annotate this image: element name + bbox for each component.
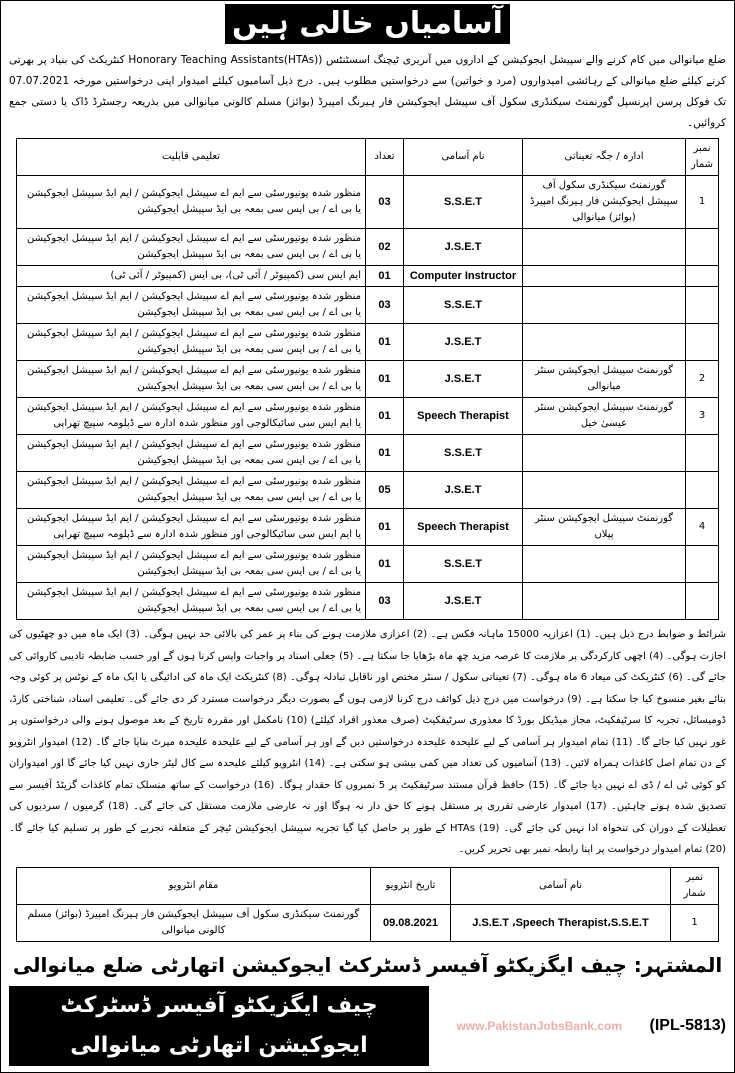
serial-cell: 1	[686, 176, 719, 229]
advertiser-line: المشتہر: چیف ایگزیکٹو آفیسر ڈسٹرکٹ ایجوکیشن اتھارٹی ضلع میانوالی	[12, 952, 723, 977]
qualification-cell: ایم ایس سی (کمپیوٹر / آئی ٹی)، بی ایس (کمپیوٹر / آئی ٹی)	[17, 266, 366, 287]
table-row	[17, 287, 719, 324]
table-header-row	[17, 139, 719, 176]
serial-cell	[686, 229, 719, 266]
vacancies-table	[16, 138, 719, 620]
qualification-cell: منظور شدہ یونیورسٹی سے ایم اے سپیشل ایجوکیشن / ایم ایڈ سپیشل ایجوکیشن یا ایم ایس سی سائیکالوجی اور منظور شدہ ادارہ سے ڈپلومہ سپیچ تھراپی	[17, 398, 366, 435]
post-cell: J.S.E.T ،Speech Therapist،S.S.E.T	[451, 904, 671, 941]
institution-cell	[523, 229, 686, 266]
post-cell: S.S.E.T	[404, 435, 523, 472]
institution-cell	[523, 472, 686, 509]
table-row	[17, 176, 719, 229]
table-header: تعلیمی قابلیت	[17, 139, 366, 176]
ad-title: آسامیاں خالی ہیں	[225, 4, 510, 44]
interview-header: تاریخ انٹرویو	[371, 867, 451, 904]
count-cell: 01	[366, 546, 404, 583]
post-cell: J.S.E.T	[404, 472, 523, 509]
institution-cell: گورنمنٹ سیکنڈری سکول آف سپیشل ایجوکیشن فار ہیرنگ امپیرڈ (بوائز) میانوالی	[523, 176, 686, 229]
qualification-cell: منظور شدہ یونیورسٹی سے ایم اے سپیشل ایجوکیشن / ایم ایڈ سپیشل ایجوکیشن یا بی اے / بی ایس سی بمعہ بی ایڈ سپیشل ایجوکیشن	[17, 361, 366, 398]
qualification-cell: منظور شدہ یونیورسٹی سے ایم اے سپیشل ایجوکیشن / ایم ایڈ سپیشل ایجوکیشن یا بی اے / بی ایس سی بمعہ بی ایڈ سپیشل ایجوکیشن	[17, 472, 366, 509]
post-cell: J.S.E.T	[404, 583, 523, 620]
interview-header: مقام انٹرویو	[17, 867, 371, 904]
post-cell: S.S.E.T	[404, 176, 523, 229]
post-cell: Speech Therapist	[404, 509, 523, 546]
institution-cell: گورنمنٹ سپیشل ایجوکیشن سنٹر میانوالی	[523, 361, 686, 398]
serial-cell	[686, 583, 719, 620]
serial-cell	[686, 472, 719, 509]
serial-cell: 2	[686, 361, 719, 398]
serial-cell: 4	[686, 509, 719, 546]
qualification-cell: منظور شدہ یونیورسٹی سے ایم اے سپیشل ایجوکیشن / ایم ایڈ سپیشل ایجوکیشن یا بی اے / بی ایس سی بمعہ بی ایڈ سپیشل ایجوکیشن	[17, 435, 366, 472]
count-cell: 01	[366, 435, 404, 472]
table-row	[17, 435, 719, 472]
table-row	[17, 229, 719, 266]
table-row	[17, 324, 719, 361]
post-cell: S.S.E.T	[404, 546, 523, 583]
qualification-cell: منظور شدہ یونیورسٹی سے ایم اے سپیشل ایجوکیشن / ایم ایڈ سپیشل ایجوکیشن یا بی اے / بی ایس سی بمعہ بی ایڈ سپیشل ایجوکیشن	[17, 583, 366, 620]
serial-cell	[686, 435, 719, 472]
watermark: www.PakistanJobsBank.com	[456, 1018, 623, 1033]
qualification-cell: منظور شدہ یونیورسٹی سے ایم اے سپیشل ایجوکیشن / ایم ایڈ سپیشل ایجوکیشن یا بی اے / بی ایس سی بمعہ بی ایڈ سپیشل ایجوکیشن	[17, 229, 366, 266]
terms-and-conditions: شرائط و ضوابط درج ذیل ہیں۔ (1) اعزازیہ 15000 ماہانہ فکس ہے۔ (2) اعزازی ملازمت ہونے کی بناء پر عمر کی بالائی حد نہیں ہوگی۔ (3) ایک ماہ میں دو چھٹیوں کی اجازت ہوگی۔ (4) اچھی کارکردگی پر ملازمت کا عرصہ مزید چھ ماہ بڑھایا جا سکتا ہے۔ (5) جعلی اسناد پر واجبات واپس کرنا ہوں گے اور حسب ضابطہ تادیبی کاروائی کی جائے گی۔ (6) کنٹریکٹ کی میعاد 6 ماہ ہوگی۔ (7) تعیناتی سکول / سنٹر مختص اور ناقابل تبادلہ ہوگی۔ (8) کنٹریکٹ ایک ماہ کی ادائیگی یا ایک ماہ کے نوٹس پر کوئی وجہ بتائے بغیر منسوخ کیا جا سکتا ہے۔ (9) درخواست میں درج ذیل کوائف درج کرنا لازمی ہوں گے بصورت دیگر درخواست مسترد کر دی جائے گی۔ تعلیمی اسناد، شناختی کارڈ، ڈومیسائل، تجربہ کا سرٹیفکیٹ، مجاز میڈیکل بورڈ کا معذوری سرٹیفکیٹ (صرف معذور افراد کیلئے) (10) نامکمل اور مقررہ تاریخ کے بعد موصول ہونے والی درخواستوں پر غور نہیں کیا جائے گا۔ (11) تمام امیدوار ہر آسامی کے لیے علیحدہ علیحدہ درخواستیں دیں گے اور ہر آسامی کے لیے علیحدہ علیحدہ میرٹ بنایا جائے گا۔ (12) امیدوار انٹرویو کے دن تمام اصل کاغذات ہمراہ لائیں۔ (13) آسامیوں کی تعداد میں کمی بیشی ہو سکتی ہے۔ (14) انٹرویو کیلئے علیحدہ سے کال لیٹر جاری نہیں کیا جائے گا اور امیدواران کو کوئی ٹی اے / ڈی اے نہیں دیا جائے گا۔ (15) حافظ قرآن مستند سرٹیفکیٹ پر 5 نمبروں کا حقدار ہوگا۔ (16) درخواست کے ساتھ منسلک تمام کاغذات گزیٹڈ آفیسر سے تصدیق شدہ ہونے چاہئیں۔ (17) امیدوار عارضی تقرری پر مستقل ہونے کا حق دار نہ ہوگا اور نہ عارضی ملازمت مستقل کی جائے گی۔ (18) گرمیوں / سردیوں کی تعطیلات کے دوران کی تنخواہ ادا نہیں کی جائے گی۔ (19) HTAs کے طور پر حاصل کیا گیا تجربہ سپیشل ایجوکیشن ٹیچر کے متعلقہ تجربے کے طور پر تسلیم کیا جائے گا۔ (20) تمام امیدوار درخواست پر اپنا رابطہ نمبر بھی تحریر کریں۔	[9, 629, 727, 855]
interview-header: نمبر شمار	[671, 867, 719, 904]
institution-cell	[523, 287, 686, 324]
institution-cell	[523, 435, 686, 472]
interview-header: نام آسامی	[451, 867, 671, 904]
serial-cell	[686, 546, 719, 583]
post-cell: J.S.E.T	[404, 361, 523, 398]
serial-cell	[686, 287, 719, 324]
institution-cell: گورنمنٹ سپیشل ایجوکیشن سنٹر پپلاں	[523, 509, 686, 546]
table-row	[17, 546, 719, 583]
place-cell: گورنمنٹ سیکنڈری سکول آف سپیشل ایجوکیشن فار ہیرنگ امپیرڈ (بوائز) مسلم کالونی میانوالی	[17, 904, 371, 941]
bottom-row	[9, 986, 726, 1066]
table-row	[17, 361, 719, 398]
intro-paragraph: ضلع میانوالی میں کام کرنے والے سپیشل ایجوکیشن کے اداروں میں آنریری ٹیچنگ اسسٹنٹس (Honorary Teaching Assistants(HTAs) کنٹریکٹ کی بنیاد پر بھرتی کرنے کیلئے ضلع میانوالی کے رہائشی امیدواروں (مرد و خواتین) سے درخواستیں مطلوب ہیں۔ درج ذیل آسامیوں کیلئے امیدوار اپنی درخواستیں مورخہ 07.07.2021 تک فوکل پرسن اپرنسپل گورنمنٹ سیکنڈری سکول آف سپیشل ایجوکیشن فار ہیرنگ امپیرڈ (بوائز) مسلم کالونی میانوالی میں بذریعہ رجسٹرڈ ڈاک یا دستی جمع کروائیں۔	[9, 54, 726, 129]
interview-table	[16, 867, 719, 942]
institution-cell	[523, 546, 686, 583]
count-cell: 01	[366, 361, 404, 398]
post-cell: Computer Instructor	[404, 266, 523, 287]
post-cell: S.S.E.T	[404, 287, 523, 324]
qualification-cell: منظور شدہ یونیورسٹی سے ایم اے سپیشل ایجوکیشن / ایم ایڈ سپیشل ایجوکیشن یا بی اے / بی ایس سی بمعہ بی ایڈ سپیشل ایجوکیشن	[17, 176, 366, 229]
count-cell: 01	[366, 266, 404, 287]
authority-banner: چیف ایگزیکٹو آفیسر ڈسٹرکٹ ایجوکیشن اتھارٹی میانوالی	[9, 986, 429, 1066]
institution-cell	[523, 266, 686, 287]
count-cell: 01	[366, 324, 404, 361]
table-header: ادارہ / جگہ تعیناتی	[523, 139, 686, 176]
post-cell: J.S.E.T	[404, 229, 523, 266]
table-row	[17, 509, 719, 546]
institution-cell	[523, 324, 686, 361]
table-header: نام آسامی	[404, 139, 523, 176]
qualification-cell: منظور شدہ یونیورسٹی سے ایم اے سپیشل ایجوکیشن / ایم ایڈ سپیشل ایجوکیشن یا ایم ایس سی سائیکالوجی اور منظور شدہ ادارہ سے ڈپلومہ سپیچ تھراپی	[17, 509, 366, 546]
serial-cell	[686, 324, 719, 361]
interview-row	[17, 904, 719, 941]
interview-header-row	[17, 867, 719, 904]
table-row	[17, 266, 719, 287]
post-cell: J.S.E.T	[404, 324, 523, 361]
qualification-cell: منظور شدہ یونیورسٹی سے ایم اے سپیشل ایجوکیشن / ایم ایڈ سپیشل ایجوکیشن یا بی اے / بی ایس سی بمعہ بی ایڈ سپیشل ایجوکیشن	[17, 546, 366, 583]
table-header: نمبر شمار	[686, 139, 719, 176]
serial-cell: 3	[686, 398, 719, 435]
qualification-cell: منظور شدہ یونیورسٹی سے ایم اے سپیشل ایجوکیشن / ایم ایڈ سپیشل ایجوکیشن یا بی اے / بی ایس سی بمعہ بی ایڈ سپیشل ایجوکیشن	[17, 324, 366, 361]
count-cell: 03	[366, 287, 404, 324]
count-cell: 01	[366, 398, 404, 435]
count-cell: 05	[366, 472, 404, 509]
count-cell: 02	[366, 229, 404, 266]
ipl-number: (IPL-5813)	[649, 1016, 726, 1034]
count-cell: 01	[366, 509, 404, 546]
qualification-cell: منظور شدہ یونیورسٹی سے ایم اے سپیشل ایجوکیشن / ایم ایڈ سپیشل ایجوکیشن یا بی اے / بی ایس سی بمعہ بی ایڈ سپیشل ایجوکیشن	[17, 287, 366, 324]
post-cell: Speech Therapist	[404, 398, 523, 435]
date-cell: 09.08.2021	[371, 904, 451, 941]
serial-cell: 1	[671, 904, 719, 941]
table-row	[17, 583, 719, 620]
institution-cell	[523, 583, 686, 620]
table-row	[17, 472, 719, 509]
serial-cell	[686, 266, 719, 287]
count-cell: 03	[366, 583, 404, 620]
count-cell: 03	[366, 176, 404, 229]
institution-cell: گورنمنٹ سپیشل ایجوکیشن سنٹر عیسیٰ خیل	[523, 398, 686, 435]
table-header: تعداد	[366, 139, 404, 176]
table-row	[17, 398, 719, 435]
